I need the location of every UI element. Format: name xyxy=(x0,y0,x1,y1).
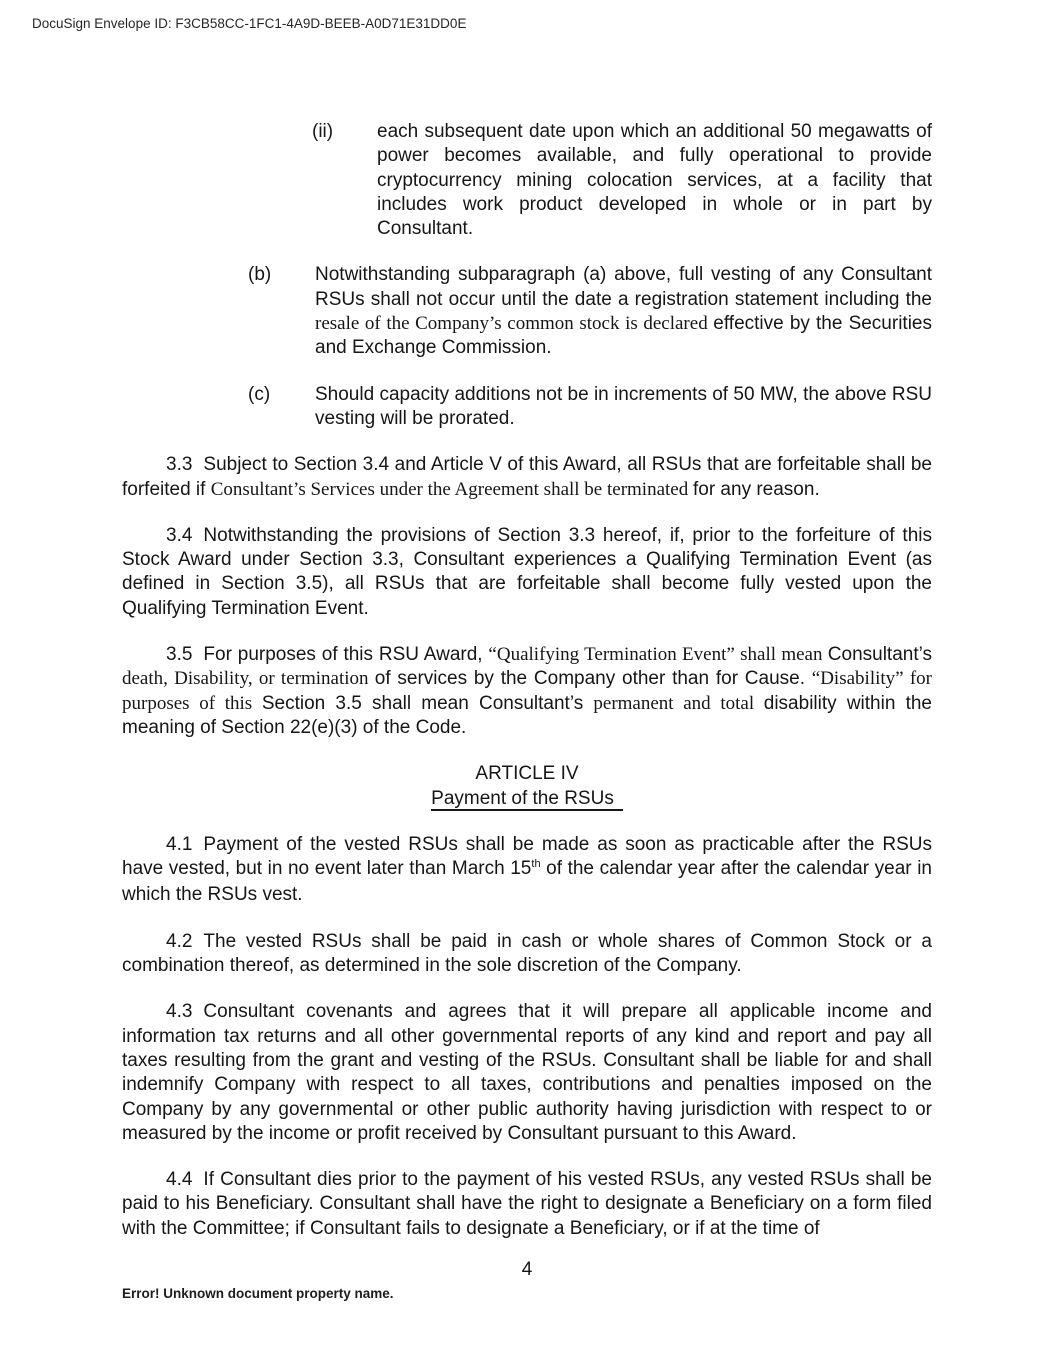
clause-c xyxy=(248,383,932,432)
text-run: Payment of the RSUs xyxy=(431,787,614,809)
text-run: The vested RSUs shall be paid in cash or whole shares of Common Stock or a combination thereof, as determined in the sole discretion of the Company. xyxy=(122,930,932,977)
clause-label: (ii) xyxy=(312,121,334,142)
text-run: Subject to Section 3.4 and Article V of this Award, all RSUs that are forfeitable shall be forfeited if xyxy=(122,454,932,500)
section-paragraph-3.5 xyxy=(122,643,932,740)
text-run: permanent and total xyxy=(593,692,764,714)
text-run: effective by the Securities and Exchange Commission. xyxy=(315,313,932,359)
text-run: each subsequent date upon which an additional 50 megawatts of power becomes available, and fully operational to provide cryptocurrency mining colocation services, at a facility that includes work product developed in whole or in part by Consultant. xyxy=(377,121,932,240)
section-paragraph-3.3 xyxy=(122,453,932,502)
text-run: of services by the Company other than for Cause. xyxy=(374,668,812,690)
text-run: “Disability” for purposes of this xyxy=(122,668,932,714)
footer-error-text: Error! Unknown document property name. xyxy=(122,1286,394,1301)
section-number: 3.3 xyxy=(166,454,193,476)
text-run: Section 3.5 shall mean Consultant’s xyxy=(261,692,594,714)
text-run: death, Disability, or termination xyxy=(122,668,375,690)
text-run: disability within the meaning of Section 22(e)(3) of the Code. xyxy=(122,692,933,738)
section-paragraph-4.1 xyxy=(122,833,932,908)
text-run: If Consultant dies prior to the payment of his vested RSUs, any vested RSUs shall be paid to his Beneficiary. Consultant shall have the right to designate a Beneficiary on a form filed with the Committee; if Consultant fails to designate a Beneficiary, or if at the time of xyxy=(122,1169,932,1239)
section-number: 3.4 xyxy=(166,524,193,546)
section-paragraph-4.3 xyxy=(122,1000,932,1146)
article-heading xyxy=(122,762,932,786)
clause-b xyxy=(248,263,932,360)
article-subheading xyxy=(122,787,932,811)
text-run: of the calendar year after the calendar year in which the RSUs vest. xyxy=(122,858,932,906)
text-run: Consultant’s xyxy=(827,644,932,666)
section-paragraph-3.4 xyxy=(122,524,932,621)
text-run: Payment of the vested RSUs shall be made as soon as practicable after the RSUs have vested, but in no event later than March 15 xyxy=(122,833,932,880)
clause-ii xyxy=(312,120,932,241)
section-number: 4.1 xyxy=(166,833,193,855)
text-run: for any reason. xyxy=(692,478,820,500)
text-run: “Qualifying Termination Event” shall mean xyxy=(488,644,828,666)
underlined-heading-text xyxy=(431,788,623,811)
section-number: 4.3 xyxy=(166,1001,193,1023)
section-paragraph-4.4 xyxy=(122,1168,932,1241)
text-run: Notwithstanding the provisions of Section 3.3 hereof, if, prior to the forfeiture of this Stock Award under Section 3.3, Consultant experiences a Qualifying Termination Event (as defined in Section 3.5), all RSUs that are forfeitable shall become fully vested upon the Qualifying Termination Event. xyxy=(122,524,932,619)
section-number: 4.4 xyxy=(166,1169,193,1191)
docusign-envelope-id: DocuSign Envelope ID: F3CB58CC-1FC1-4A9D-BEEB-A0D71E31DD0E xyxy=(32,16,467,31)
clause-label: (b) xyxy=(248,264,272,286)
text-run: Consultant covenants and agrees that it will prepare all applicable income and information tax returns and all other governmental reports of any kind and report and pay all taxes resulting from the grant and vesting of the RSUs. Consultant shall be liable for and shall indemnify Company with respect to all taxes, contributions and penalties imposed on the Company by any governmental or other public authority having jurisdiction with respect to or measured by the income or profit received by Consultant pursuant to this Award. xyxy=(122,1001,932,1144)
text-run: Notwithstanding subparagraph (a) above, full vesting of any Consultant RSUs shall not occur until the date a registration statement including the xyxy=(315,264,932,310)
text-run: Should capacity additions not be in increments of 50 MW, the above RSU vesting will be prorated. xyxy=(315,383,932,429)
text-run: resale of the Company’s common stock is declared xyxy=(315,313,714,335)
text-run: Consultant’s Services under the Agreement shall be terminated xyxy=(210,478,693,500)
page-number: 4 xyxy=(521,1259,533,1280)
section-paragraph-4.2 xyxy=(122,930,932,979)
clause-label: (c) xyxy=(248,383,271,405)
text-run: For purposes of this RSU Award, xyxy=(203,644,489,666)
text-run: th xyxy=(531,858,541,871)
text-run: ARTICLE IV xyxy=(475,763,579,785)
document-body xyxy=(122,120,932,1263)
section-number: 4.2 xyxy=(166,930,193,952)
section-number: 3.5 xyxy=(166,644,193,666)
